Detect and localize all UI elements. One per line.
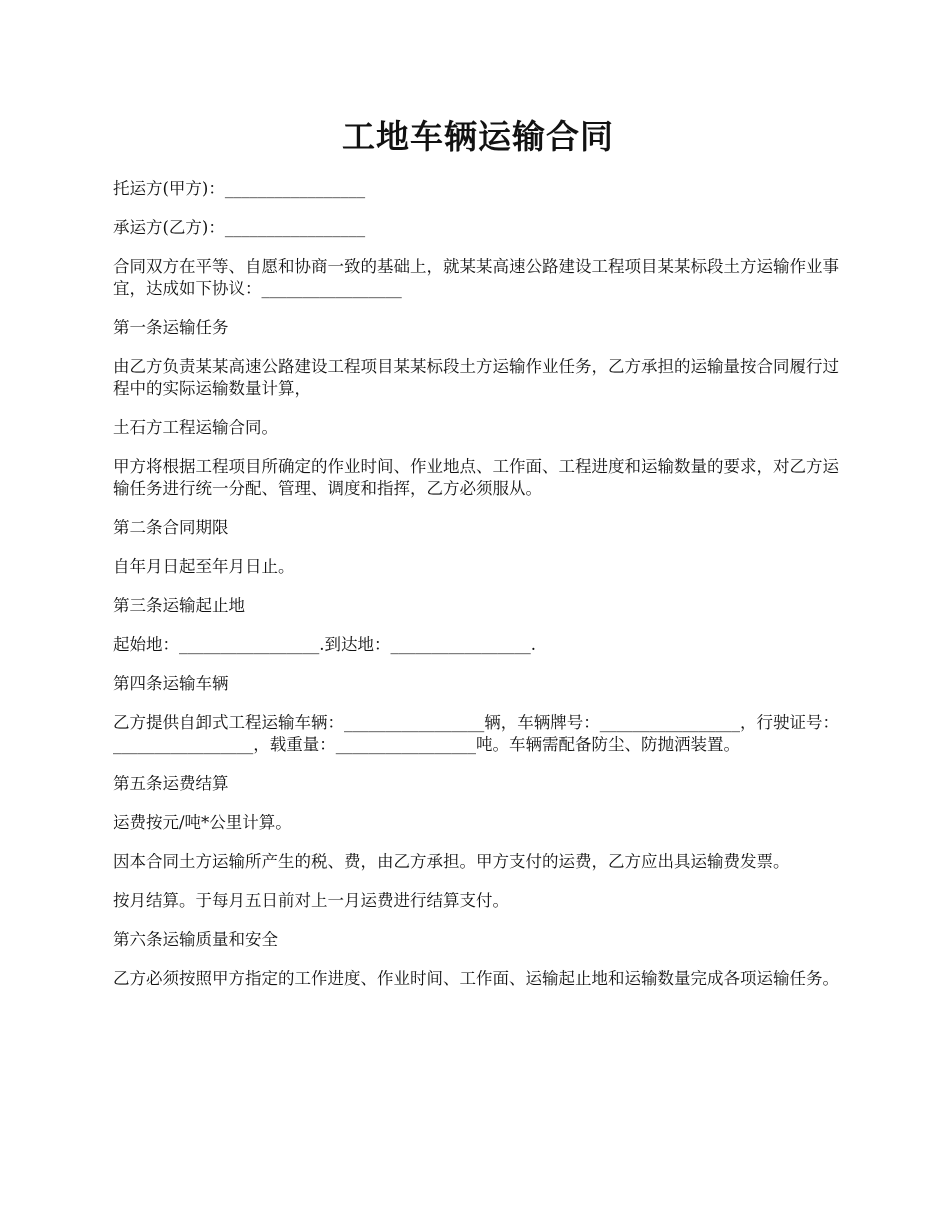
article-4-heading: 第四条运输车辆 (113, 674, 229, 693)
document-title: 工地车辆运输合同 (342, 117, 614, 156)
party-a-line: 托运方(甲方)：_________________ (113, 179, 366, 198)
article-4-paragraph: 乙方提供自卸式工程运输车辆：_________________辆，车辆牌号：_________________，行驶证号：_________________，载重量：_________________吨。车辆需配备防尘、防抛洒装置。 (113, 713, 839, 754)
article-3-paragraph: 起始地：_________________.到达地：_________________. (113, 635, 536, 654)
article-5-heading: 第五条运费结算 (113, 774, 229, 793)
article-3-heading: 第三条运输起止地 (113, 596, 245, 615)
article-6-heading: 第六条运输质量和安全 (113, 930, 278, 949)
article-5-paragraph-2: 因本合同土方运输所产生的税、费，由乙方承担。甲方支付的运费，乙方应出具运输费发票。 (113, 852, 790, 871)
article-5-paragraph-3: 按月结算。于每月五日前对上一月运费进行结算支付。 (113, 891, 509, 910)
article-1-paragraph-2: 土石方工程运输合同。 (113, 418, 278, 437)
article-1-heading: 第一条运输任务 (113, 318, 229, 337)
article-2-paragraph: 自年月日起至年月日止。 (113, 557, 295, 576)
party-b-line: 承运方(乙方)：_________________ (113, 218, 366, 237)
article-1-paragraph-1: 由乙方负责某某高速公路建设工程项目某某标段土方运输作业任务，乙方承担的运输量按合同履行过程中的实际运输数量计算， (113, 357, 839, 398)
article-5-paragraph-1: 运费按元/吨*公里计算。 (113, 813, 292, 832)
article-6-paragraph: 乙方必须按照甲方指定的工作进度、作业时间、工作面、运输起止地和运输数量完成各项运输任务。 (113, 969, 839, 988)
article-1-paragraph-3: 甲方将根据工程项目所确定的作业时间、作业地点、工作面、工程进度和运输数量的要求，对乙方运输任务进行统一分配、管理、调度和指挥，乙方必须服从。 (113, 457, 839, 498)
preamble-paragraph: 合同双方在平等、自愿和协商一致的基础上，就某某高速公路建设工程项目某某标段土方运输作业事宜，达成如下协议：_________________ (113, 257, 839, 298)
article-2-heading: 第二条合同期限 (113, 518, 229, 537)
document-body (113, 178, 853, 1007)
